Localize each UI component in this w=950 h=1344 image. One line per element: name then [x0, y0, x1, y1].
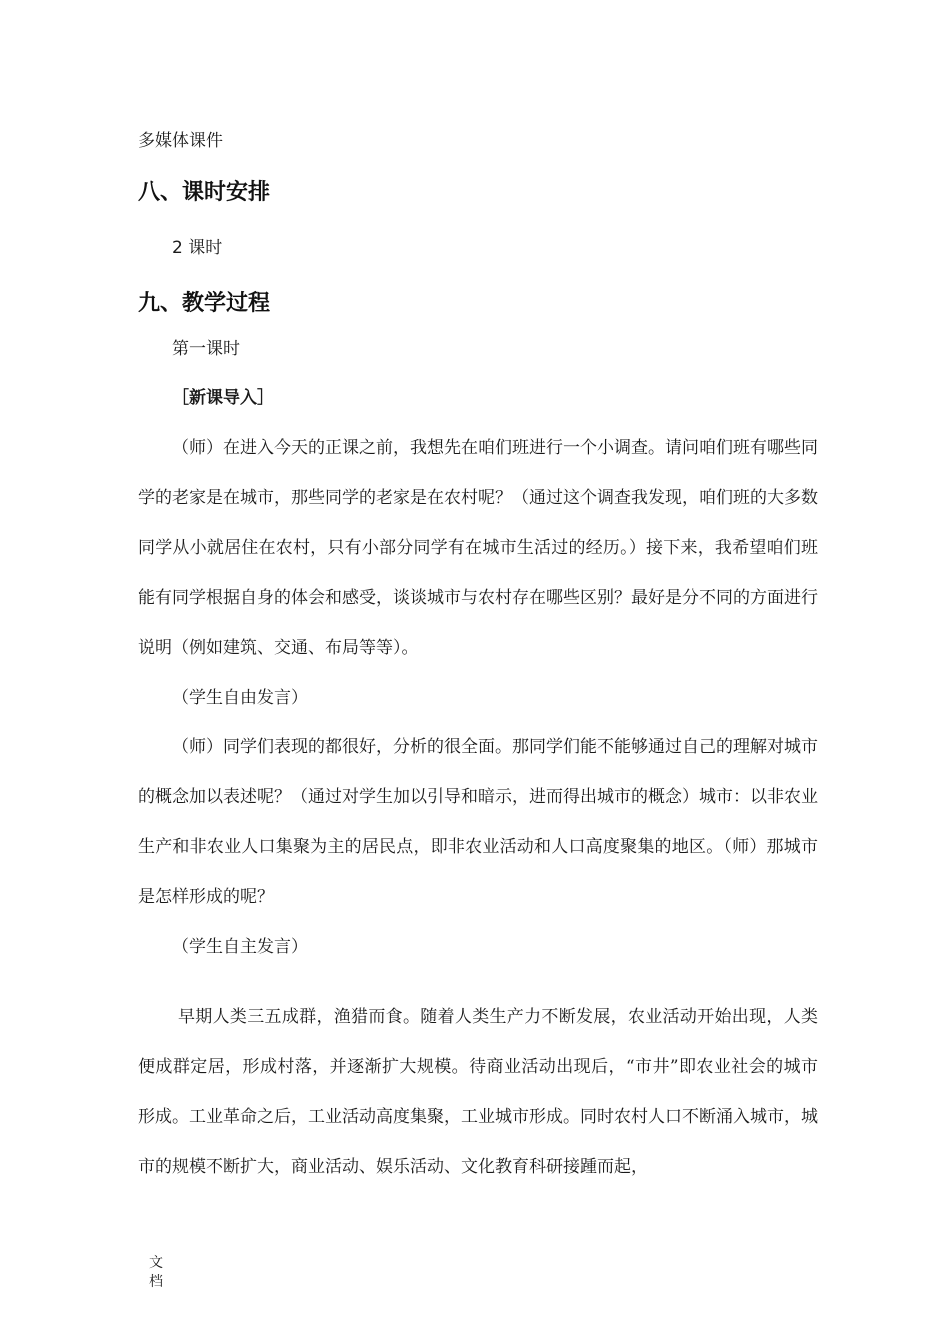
- section-9-heading: 九、教学过程: [138, 291, 271, 316]
- paragraph-teacher-survey: （师）在进入今天的正课之前，我想先在咱们班进行一个小调查。请问咱们班有哪些同学的老家是在城市，那些同学的老家是在农村呢？（通过这个调查我发现，咱们班的大多数同学从小就居住在农村，只有小部分同学有在城市生活过的经历。）接下来，我希望咱们班能有同学根据自身的体会和感受，谈谈城市与农村存在哪些区别？最好是分不同的方面进行说明（例如建筑、交通、布局等等）。: [138, 438, 818, 658]
- top-text: 多媒体课件: [138, 131, 223, 151]
- section-8-content: 2 课时: [172, 238, 223, 258]
- student-response-1: （学生自由发言）: [172, 688, 308, 708]
- paragraph-city-formation: 早期人类三五成群，渔猎而食。随着人类生产力不断发展，农业活动开始出现，人类便成群定居，形成村落，并逐渐扩大规模。待商业活动出现后，“市井”即农业社会的城市形成。工业革命之后，工业活动高度集聚，工业城市形成。同时农村人口不断涌入城市，城市的规模不断扩大，商业活动、娱乐活动、文化教育科研接踵而起，: [138, 1007, 818, 1177]
- intro-label: ［新课导入］: [172, 388, 274, 408]
- section-8-heading: 八、课时安排: [138, 180, 271, 205]
- lesson-label: 第一课时: [172, 339, 240, 359]
- student-response-2: （学生自主发言）: [172, 937, 308, 957]
- footer-label: 文档: [149, 1255, 163, 1290]
- paragraph-city-concept: （师）同学们表现的都很好，分析的很全面。那同学们能不能够通过自己的理解对城市的概念加以表述呢？（通过对学生加以引导和暗示，进而得出城市的概念）城市：以非农业生产和非农业人口集聚为主的居民点，即非农业活动和人口高度聚集的地区。（师）那城市是怎样形成的呢？: [138, 737, 818, 907]
